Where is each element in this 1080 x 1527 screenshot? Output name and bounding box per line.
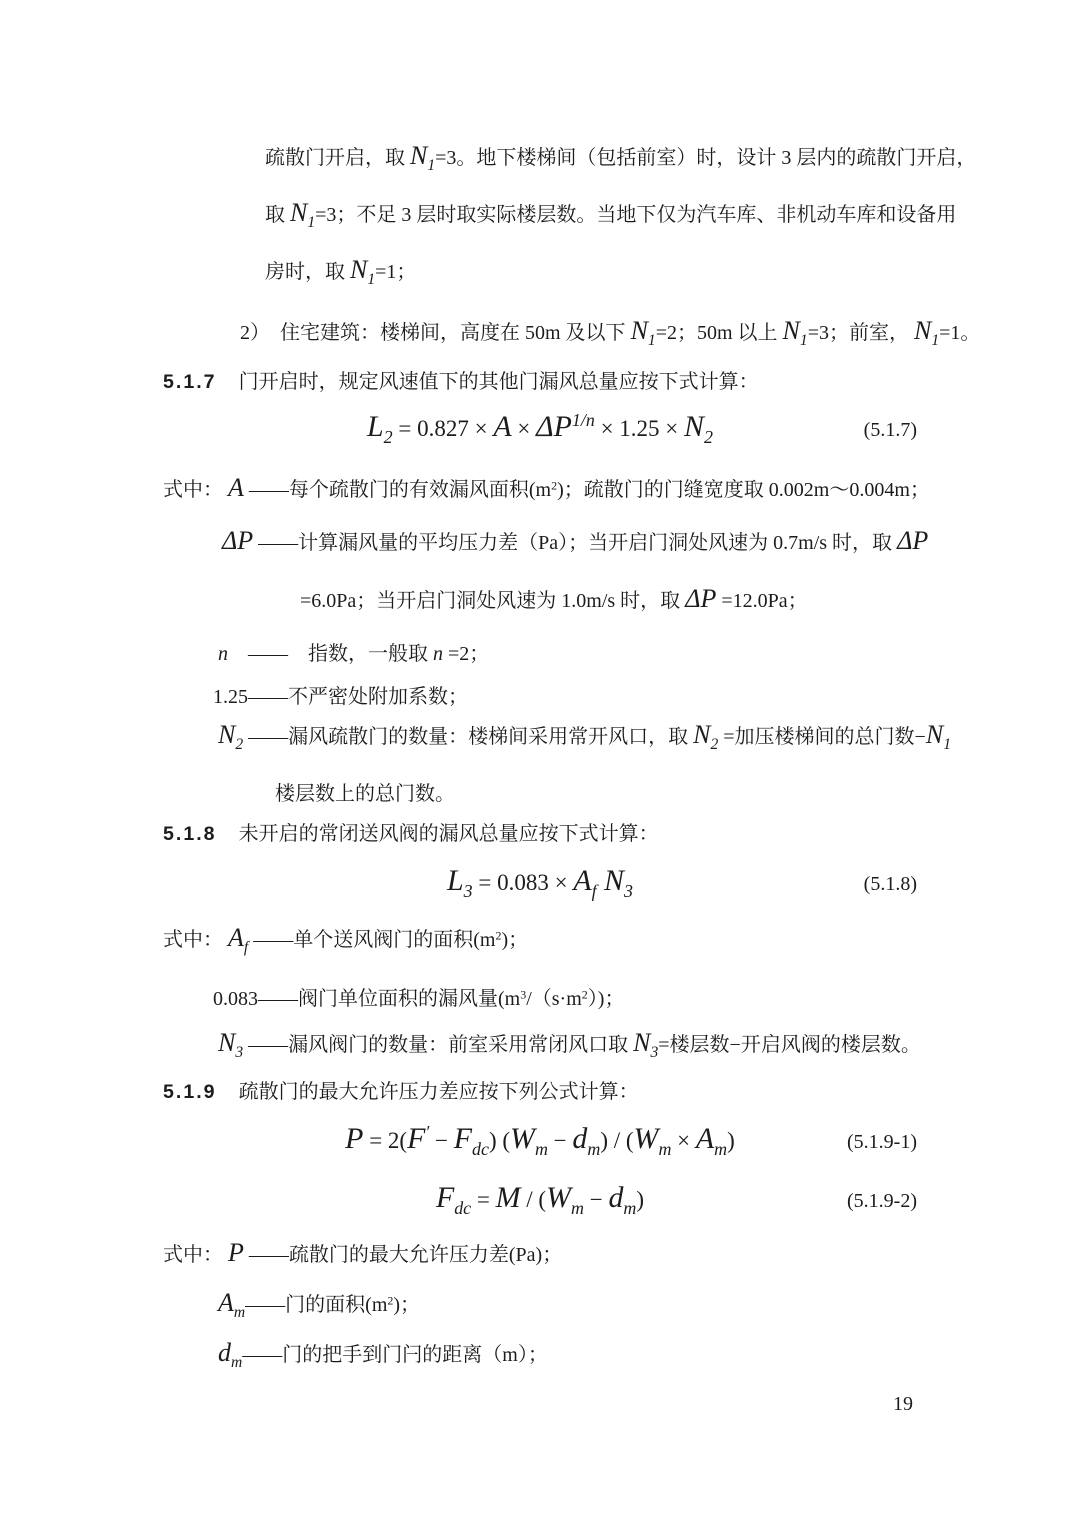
text-segment: $d_m$ [218,1338,243,1372]
text-segment: =楼层数−开启风阀的楼层数。 [658,1034,921,1056]
text-segment: ——每个疏散门的有效漏风面积($m^2$ [243,478,558,501]
text-segment: × [511,416,537,441]
text-segment: $N_1$ [410,141,436,175]
text-segment: n [433,643,443,665]
text-segment: $N_1$ [630,316,656,350]
text-segment: 取 [265,204,290,226]
subscript: 1 [427,157,436,175]
formula-5-1-9-2 [436,1183,644,1218]
text-segment: $N_1$ [350,255,376,289]
text-segment: 5.1.9 [163,1081,217,1103]
text-segment: =3；前室， [807,322,914,344]
text-segment: = [471,1187,496,1212]
subscript: 1 [647,332,656,350]
text-segment: $W_m$ [633,1122,672,1160]
subscript: 1 [799,332,808,350]
text-segment: $N_3$ [633,1028,659,1062]
text-segment: $/(s\cdot m^2$ [526,987,588,1010]
definition-deltaP-1 [222,528,928,557]
para-n1-line-3 [265,257,416,288]
definition-N2-1 [218,722,951,753]
text-segment: $d_m$ [572,1122,601,1160]
para-n1-line-2 [265,200,956,231]
text-segment: $W_m$ [546,1181,584,1219]
text-segment: 疏散门开启，取 [265,147,410,169]
text-segment: ——门的面积($m^2$ [245,1293,394,1316]
text-segment: 式中： [163,1244,228,1266]
text-segment: =1。 [939,322,981,344]
text-segment: P [345,1122,364,1155]
definition-N2-2 [275,780,455,808]
text-segment: $N_2$ [684,410,713,448]
definition-Am [218,1290,420,1321]
text-segment: 2） 住宅建筑：楼梯间，高度在 50m 及以下 [240,322,631,344]
text-segment: 式中： [163,479,228,501]
text-segment: ——计算漏风量的平均压力差（Pa）；当开启门洞处风速为 0.7m/s 时，取 [253,532,898,554]
text-segment: ）)； [587,988,625,1010]
text-segment: $N_1$ [913,316,940,350]
text-segment: ΔP [685,584,717,613]
text-segment: =加压楼梯间的总门数− [718,726,926,748]
text-segment: =3。地下楼梯间（包括前室）时，设计 3 层内的疏散门开启， [435,147,977,169]
text-segment: = 2( [363,1128,408,1153]
page-number: 19 [893,1393,913,1415]
definition-0-083 [213,985,624,1013]
section-heading-5-1-8 [163,820,659,848]
text-segment: =1； [375,261,417,283]
formula-row-5-1-8 [163,866,917,901]
text-segment: $A_f$ [228,923,249,957]
subscript: m [534,1139,548,1160]
text-segment: ) [636,1187,645,1212]
subscript: m [714,1139,728,1160]
equation-number-5-1-8: (5.1.8) [863,873,917,895]
text-segment: $N_2$ [218,720,244,754]
text-segment: 式中： [163,929,228,951]
text-segment: A [493,410,512,443]
subscript: 1 [943,736,951,754]
definition-dm [218,1340,548,1371]
text-segment: $A_f$ [573,864,597,902]
text-segment: $N_1$ [290,198,316,232]
text-segment: 0.083——阀门单位面积的漏风量($m^3$ [213,987,527,1010]
text-segment: $N_3$ [596,864,633,902]
superscript: 2 [387,1293,394,1308]
text-segment: $\Delta P^{1/n}$ [536,410,595,443]
superscript: 2 [551,478,558,493]
text-segment: )； [393,1294,421,1316]
text-segment: 未开启的常闭送风阀的漏风总量应按下式计算： [238,823,659,845]
text-segment: $L_3$ [447,864,473,902]
text-segment: = 0.827 × [392,416,494,441]
text-segment: )； [501,929,529,951]
text-segment: M [495,1181,521,1214]
text-segment: × [671,1128,696,1153]
text-segment: $N_1$ [925,720,951,754]
formula-row-5-1-7 [163,412,917,447]
text-segment: ) [727,1128,735,1153]
text-segment: 1.25——不严密处附加系数； [213,686,468,708]
text-segment: A [228,473,244,502]
definition-A [163,475,930,504]
text-segment: $W_m$ [510,1122,548,1160]
text-segment: 房时，取 [265,261,350,283]
subscript: 3 [235,1044,244,1062]
subscript: 1 [367,271,376,289]
superscript: 2 [581,987,588,1002]
formula-row-5-1-9-1 [163,1124,917,1159]
text-segment: =3；不足 3 层时取实际楼层数。当地下仅为汽车库、非机动车库和设备用 [315,204,957,226]
text-segment: ——疏散门的最大允许压力差(Pa)； [243,1244,563,1266]
text-segment: ——门的把手到门闩的距离（m）； [242,1344,548,1366]
text-segment: ——漏风疏散门的数量：楼梯间采用常开风口，取 [243,726,694,748]
section-heading-5-1-9 [163,1078,639,1106]
text-segment: ) ( [488,1128,511,1153]
text-segment: P [228,1238,244,1267]
definition-1-25 [213,683,468,711]
definition-P [163,1240,562,1269]
text-segment: $F_{dc}$ [453,1122,489,1160]
text-segment: =6.0Pa；当开启门洞处风速为 1.0m/s 时，取 [300,590,686,612]
definition-n [218,640,489,668]
superscript: ′ [425,1122,430,1143]
text-segment: = 0.083 × [472,870,574,895]
superscript: 3 [520,987,527,1002]
subscript: 2 [383,427,393,448]
formula-5-1-7 [367,412,713,447]
text-segment: − [429,1128,454,1153]
subscript: 2 [710,736,719,754]
text-segment: 楼层数上的总门数。 [275,783,455,805]
text-segment: )；疏散门的门缝宽度取 0.002m～0.004m； [557,479,930,501]
text-segment: ——漏风阀门的数量：前室采用常闭风口取 [243,1034,634,1056]
equation-number-5-1-7: (5.1.7) [863,419,917,441]
list-item-residential [240,318,980,349]
text-segment: $L_2$ [367,410,393,448]
superscript: 1/n [571,410,595,431]
subscript: m [658,1139,672,1160]
text-segment: 5.1.8 [163,823,217,845]
subscript: 1 [931,332,940,350]
definition-N3 [218,1030,921,1061]
text-segment: —— 指数，一般取 [228,643,433,665]
superscript: 2 [495,928,502,943]
subscript: 1 [307,214,316,232]
subscript: f [243,939,249,957]
text-segment: ) / ( [600,1128,634,1153]
subscript: 2 [703,427,713,448]
equation-number-5-1-9-2: (5.1.9-2) [847,1190,917,1212]
text-segment: ΔP [222,526,254,555]
text-segment: $F_{dc}$ [435,1181,472,1219]
text-segment: =12.0Pa； [716,590,808,612]
subscript: 3 [463,881,473,902]
text-segment: $A_m$ [695,1122,728,1160]
subscript: 3 [650,1044,659,1062]
subscript: f [591,881,597,902]
subscript: m [233,1304,246,1322]
text-segment: 门开启时，规定风速值下的其他门漏风总量应按下式计算： [238,371,759,393]
subscript: m [587,1139,601,1160]
text-segment: $N_1$ [782,316,808,350]
definition-deltaP-2 [300,586,808,615]
subscript: dc [454,1198,472,1219]
text-segment: F′ [407,1122,430,1155]
text-segment: $N_3$ [218,1028,244,1062]
text-segment: $A_m$ [218,1288,246,1322]
text-segment: 疏散门的最大允许压力差应按下列公式计算： [238,1081,639,1103]
subscript: m [231,1354,243,1372]
section-heading-5-1-7 [163,368,759,396]
para-n1-line-1 [265,143,976,174]
text-segment: 5.1.7 [163,371,217,393]
text-segment: =2；50m 以上 [655,322,783,344]
formula-5-1-8 [447,866,633,901]
subscript: m [571,1198,584,1219]
text-segment: $N_2$ [693,720,719,754]
subscript: m [623,1198,637,1219]
text-segment: / ( [520,1187,547,1212]
subscript: 2 [235,736,244,754]
formula-5-1-9-1 [345,1124,735,1159]
text-segment: ΔP [897,526,929,555]
text-segment: ——单个送风阀门的面积($m^2$ [248,928,502,951]
formula-row-5-1-9-2 [163,1183,917,1218]
text-segment: $d_m$ [608,1181,637,1219]
text-segment: − [583,1187,609,1212]
text-segment: − [547,1128,573,1153]
subscript: 3 [624,881,633,902]
text-segment: n [218,643,228,665]
equation-number-5-1-9-1: (5.1.9-1) [847,1131,917,1153]
text-segment: =2； [443,643,490,665]
subscript: dc [472,1139,489,1160]
text-segment: × 1.25 × [594,416,685,441]
definition-Af [163,925,528,956]
